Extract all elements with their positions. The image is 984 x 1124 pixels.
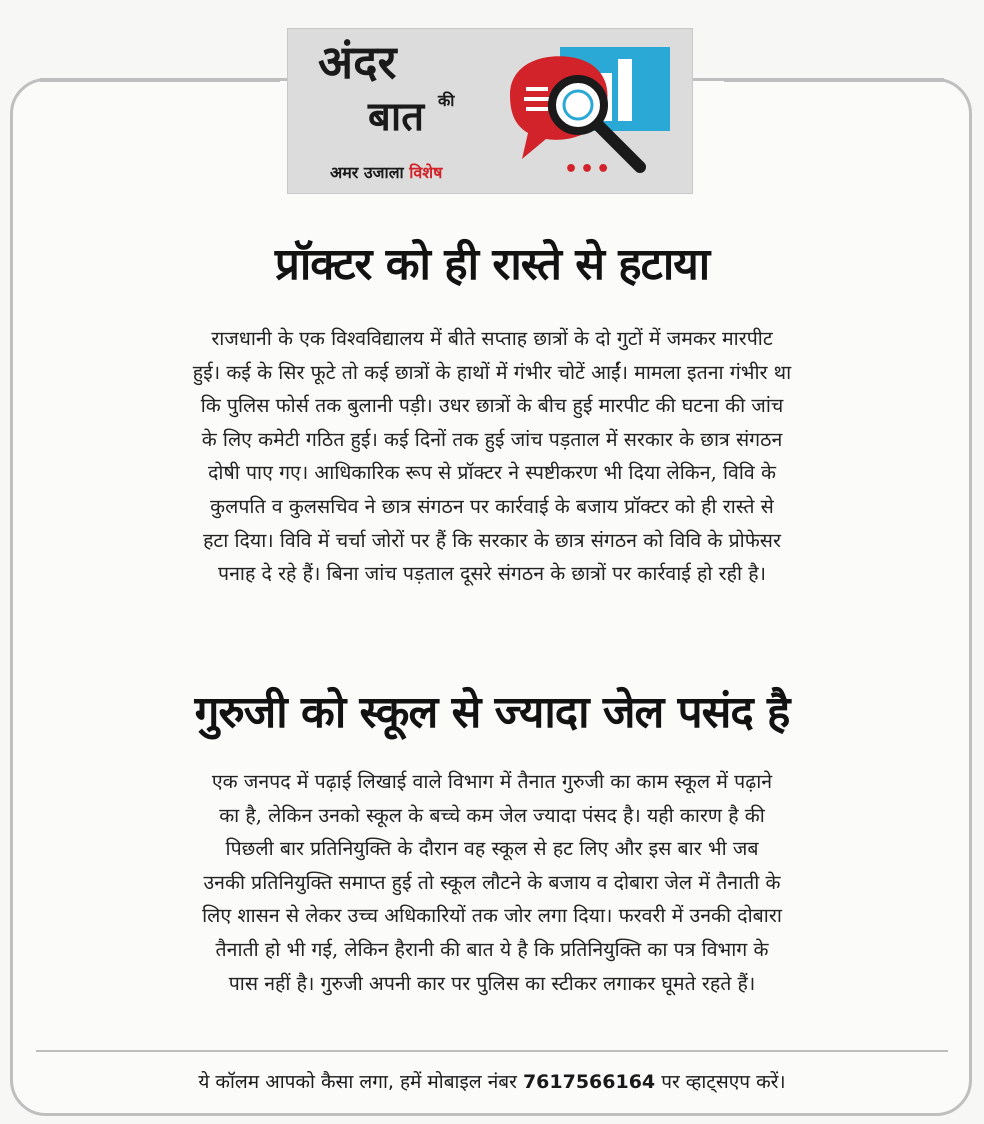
article-1-line: के लिए कमेटी गठित हुई। कई दिनों तक हुई जांच पड़ताल में सरकार के छात्र संगठन <box>201 427 783 451</box>
whatsapp-number: 7617566164 <box>522 1071 656 1093</box>
logo-subtitle <box>330 161 442 183</box>
article-2-line: पिछली बार प्रतिनियुक्ति के दौरान वह स्कूल से हट लिए और इस बार भी जब <box>225 837 759 861</box>
article-1-line: पनाह दे रहे हैं। बिना जांच पड़ताल दूसरे संगठन के छात्रों पर कार्रवाई हो रही है। <box>218 562 766 586</box>
logo-subtitle-brand: अमर उजाला <box>330 163 404 182</box>
column-logo <box>287 28 693 194</box>
header-rule-right <box>724 78 944 82</box>
article-2-line: तैनाती हो भी गई, लेकिन हैरानी की बात ये है कि प्रतिनियुक्ति का पत्र विभाग के <box>215 937 769 961</box>
article-2-line: का है, लेकिन उनको स्कूल के बच्चे कम जेल ज्यादा पंसद है। यही कारण है की <box>219 803 765 827</box>
logo-title-bat: बात <box>368 94 424 140</box>
article-1-line: कि पुलिस फोर्स तक बुलानी पड़ी। उधर छात्रों के बीच हुई मारपीट की घटना की जांच <box>200 394 784 418</box>
article-2-body <box>50 765 934 1000</box>
article-2-line: लिए शासन से लेकर उच्च अधिकारियों तक जोर लगा दिया। फरवरी में उनकी दोबारा <box>202 904 782 928</box>
logo-subtitle-special: विशेष <box>409 163 443 182</box>
logo-title-ki: की <box>438 91 455 110</box>
header-rule-left <box>40 78 280 82</box>
logo-dots: ••• <box>564 157 613 182</box>
article-1-line: हटा दिया। विवि में चर्चा जोरों पर हैं कि सरकार के छात्र संगठन को विवि के प्रोफेसर <box>203 528 781 552</box>
footer-contact <box>0 1068 984 1094</box>
article-1-line: दोषी पाए गए। आधिकारिक रूप से प्रॉक्टर ने स्पष्टीकरण भी दिया लेकिन, विवि के <box>208 461 776 485</box>
footer-text-after: पर व्हाट्सएप करें। <box>661 1071 786 1093</box>
article-2-line: एक जनपद में पढ़ाई लिखाई वाले विभाग में तैनात गुरुजी का काम स्कूल में पढ़ाने <box>211 770 773 793</box>
article-2-line: उनकी प्रतिनियुक्ति समाप्त हुई तो स्कूल लौटने के बजाय व दोबारा जेल में तैनाती के <box>203 870 781 894</box>
article-1-line: कुलपति व कुलसचिव ने छात्र संगठन पर कार्रवाई के बजाय प्रॉक्टर को ही रास्ते से <box>210 494 774 518</box>
footer-text-before: ये कॉलम आपको कैसा लगा, हमें मोबाइल नंबर <box>198 1071 517 1093</box>
logo-title: अंदर <box>318 35 397 89</box>
article-1-line: हुई। कई के सिर फूटे तो कई छात्रों के हाथों में गंभीर चोटें आईं। मामला इतना गंभीर था <box>192 360 792 384</box>
article-1-line: राजधानी के एक विश्वविद्यालय में बीते सप्ताह छात्रों के दो गुटों में जमकर मारपीट <box>211 327 773 350</box>
footer-divider <box>36 1050 948 1052</box>
magnifier-speech-chart-icon <box>500 43 680 193</box>
article-2-line: पास नहीं है। गुरुजी अपनी कार पर पुलिस का स्टीकर लगाकर घूमते रहते हैं। <box>228 971 756 995</box>
article-2-headline: गुरुजी को स्कूल से ज्यादा जेल पसंद है <box>194 687 790 738</box>
article-1-headline: प्रॉक्टर को ही रास्ते से हटाया <box>274 239 710 290</box>
article-1-body <box>50 322 934 591</box>
